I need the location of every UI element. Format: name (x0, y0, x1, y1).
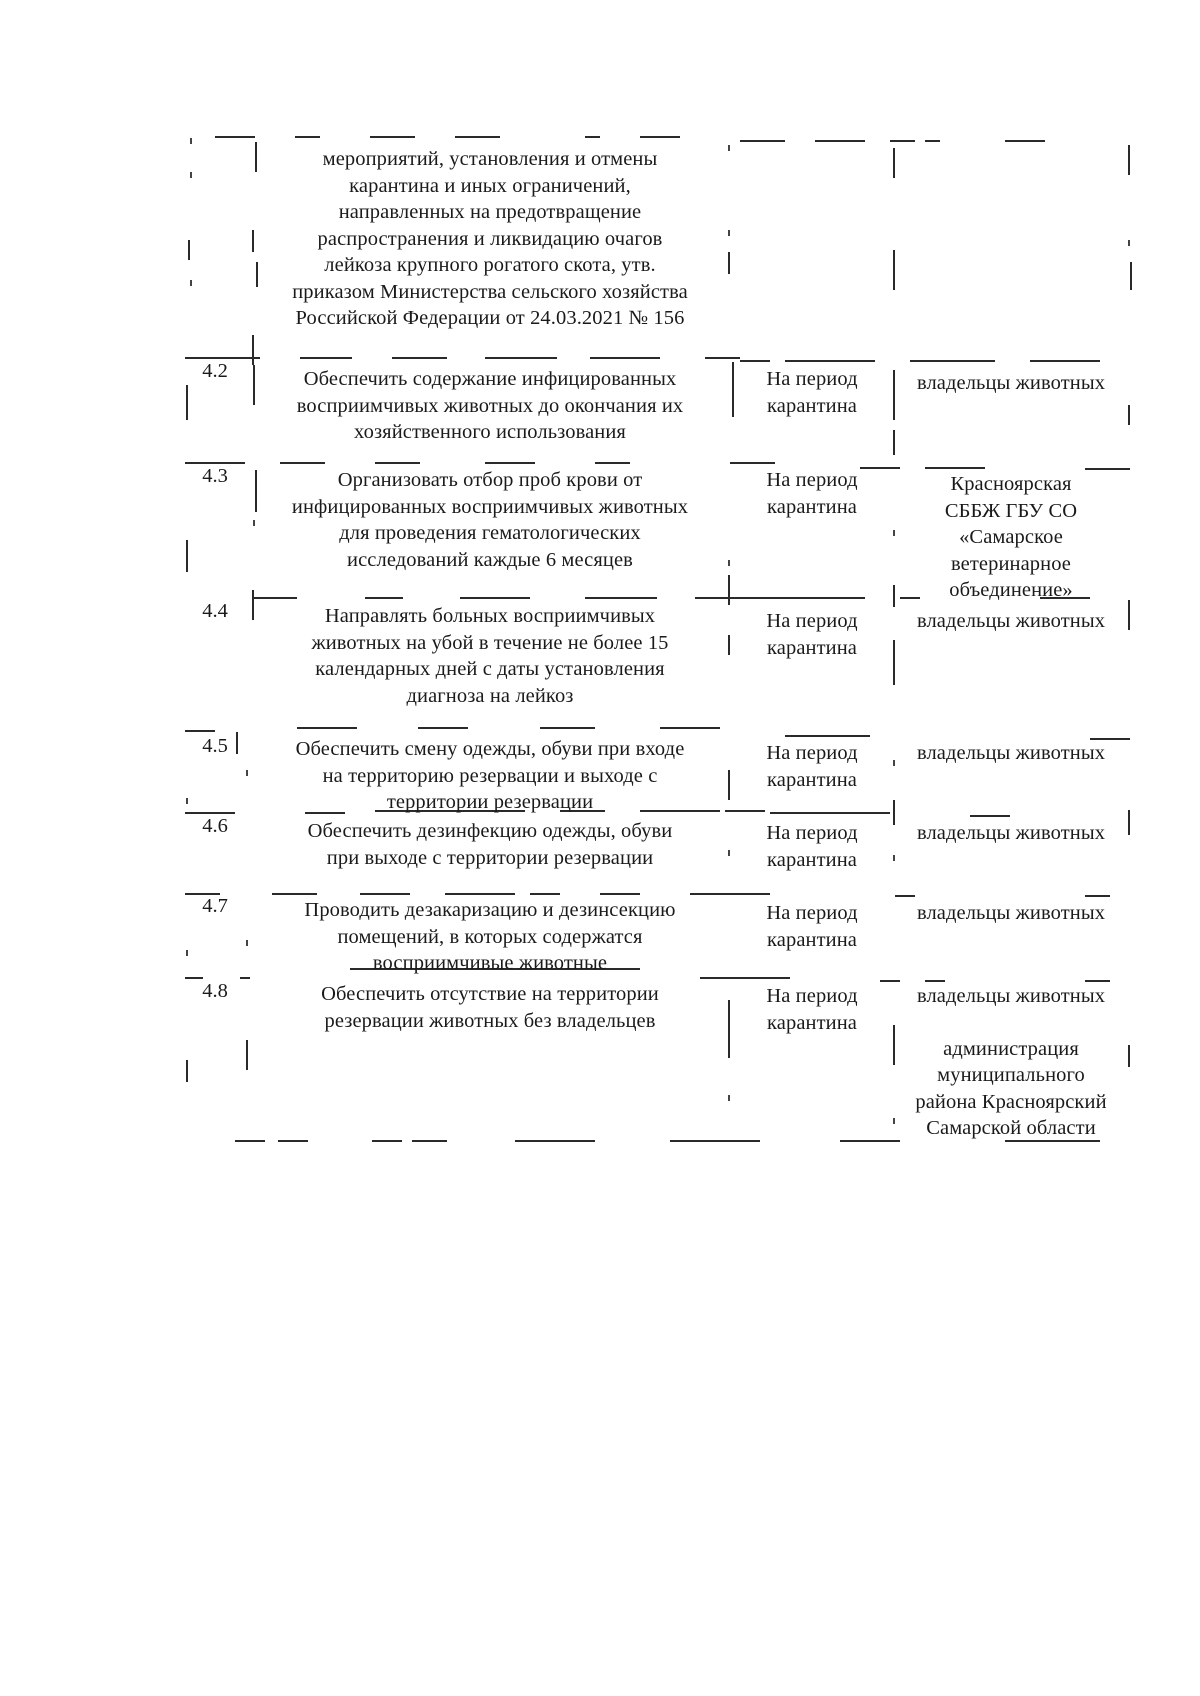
text-line: распространения и ликвидацию очагов (317, 227, 663, 250)
text-line: На период (766, 985, 858, 1007)
text-line: Направлять больных восприимчивых (324, 605, 656, 627)
row-number: 4.3 (202, 465, 228, 487)
text-line: владельцы животных (916, 610, 1106, 632)
text-line: карантина (767, 768, 857, 791)
text-line: восприимчивых животных до окончания их (296, 394, 684, 417)
row-measure (250, 981, 730, 1034)
text-line: района Красноярский (915, 1090, 1107, 1113)
row-measure (250, 818, 730, 871)
row-number: 4.2 (202, 360, 228, 382)
row-measure (250, 897, 730, 977)
row-term (742, 740, 882, 793)
row-responsible (898, 608, 1124, 635)
text-line: помещений, в которых содержатся (337, 925, 643, 948)
text-line: объединение» (949, 579, 1073, 601)
text-line: карантина (767, 636, 857, 659)
text-line: владельцы животных (916, 902, 1106, 924)
text-line: территории резервации (386, 791, 594, 813)
text-line: диагноза на лейкоз (406, 684, 574, 707)
text-line: Обеспечить отсутствие на территории (321, 983, 659, 1005)
text-line: карантина (767, 394, 857, 417)
row-term (742, 366, 882, 419)
text-line: Обеспечить дезинфекцию одежды, обуви (307, 820, 673, 842)
row-term (742, 820, 882, 873)
row-measure (250, 467, 730, 573)
text-line: календарных дней с даты установления (315, 658, 665, 680)
text-line: «Самарское (959, 526, 1063, 548)
text-line: карантина (767, 928, 857, 951)
row-responsible (898, 983, 1124, 1142)
text-line: владельцы животных (916, 372, 1106, 394)
text-line: карантина и иных ограничений, (349, 174, 631, 197)
row-measure (250, 736, 730, 816)
text-line: мероприятий, установления и отмены (322, 148, 658, 170)
text-line: резервации животных без владельцев (324, 1009, 656, 1032)
text-line: СББЖ ГБУ СО (944, 499, 1078, 522)
row-term (742, 983, 882, 1036)
row-responsible (898, 820, 1124, 847)
text-line: при выходе с территории резервации (326, 846, 654, 869)
text-line: На период (766, 368, 858, 390)
row-number: 4.6 (202, 815, 228, 837)
text-line: животных на убой в течение не более 15 (311, 631, 669, 654)
text-line: инфицированных восприимчивых животных (291, 495, 689, 518)
text-line: карантина (767, 848, 857, 871)
text-line: на территорию резервации и выходе с (322, 764, 658, 787)
row-responsible (898, 740, 1124, 767)
text-line: Самарской области (926, 1117, 1096, 1139)
text-line: На период (766, 469, 858, 491)
text-line: исследований каждые 6 месяцев (347, 548, 633, 571)
row-number: 4.4 (202, 600, 228, 622)
row-measure (250, 366, 730, 446)
text-line: ветеринарное (950, 552, 1072, 575)
text-line: муниципального (937, 1064, 1085, 1086)
text-line: Организовать отбор проб крови от (337, 469, 643, 491)
text-line: восприимчивые животные (372, 952, 608, 974)
row-number: 4.7 (202, 895, 228, 917)
text-line: Обеспечить смену одежды, обуви при входе (295, 738, 685, 760)
text-line: Проводить дезакаризацию и дезинсекцию (304, 899, 676, 921)
continuation-text (250, 146, 730, 332)
text-line (898, 1010, 1124, 1036)
row-term (742, 900, 882, 953)
text-line: Обеспечить содержание инфицированных (303, 368, 677, 390)
row-number: 4.8 (202, 980, 228, 1002)
text-line: приказом Министерства сельского хозяйства (292, 280, 688, 303)
text-line: Красноярская (950, 473, 1072, 495)
text-line: хозяйственного использования (354, 421, 626, 443)
text-line: лейкоза крупного рогатого скота, утв. (324, 254, 656, 276)
text-line: карантина (767, 495, 857, 518)
text-line: Российской Федерации от 24.03.2021 № 156 (295, 307, 685, 329)
text-line: администрация (943, 1037, 1079, 1060)
row-responsible (898, 370, 1124, 397)
text-line: На период (766, 902, 858, 924)
row-term (742, 608, 882, 661)
row-measure (250, 603, 730, 709)
text-line: карантина (767, 1011, 857, 1034)
text-line: На период (766, 822, 858, 844)
row-term (742, 467, 882, 520)
row-number: 4.5 (202, 735, 228, 757)
text-line: На период (766, 610, 858, 632)
text-line: владельцы животных (916, 822, 1106, 844)
text-line: владельцы животных (916, 985, 1106, 1007)
text-line: направленных на предотвращение (338, 201, 642, 223)
row-responsible (898, 471, 1124, 604)
text-line: На период (766, 742, 858, 764)
text-line: для проведения гематологических (339, 522, 641, 544)
text-line: владельцы животных (916, 742, 1106, 764)
row-responsible (898, 900, 1124, 927)
